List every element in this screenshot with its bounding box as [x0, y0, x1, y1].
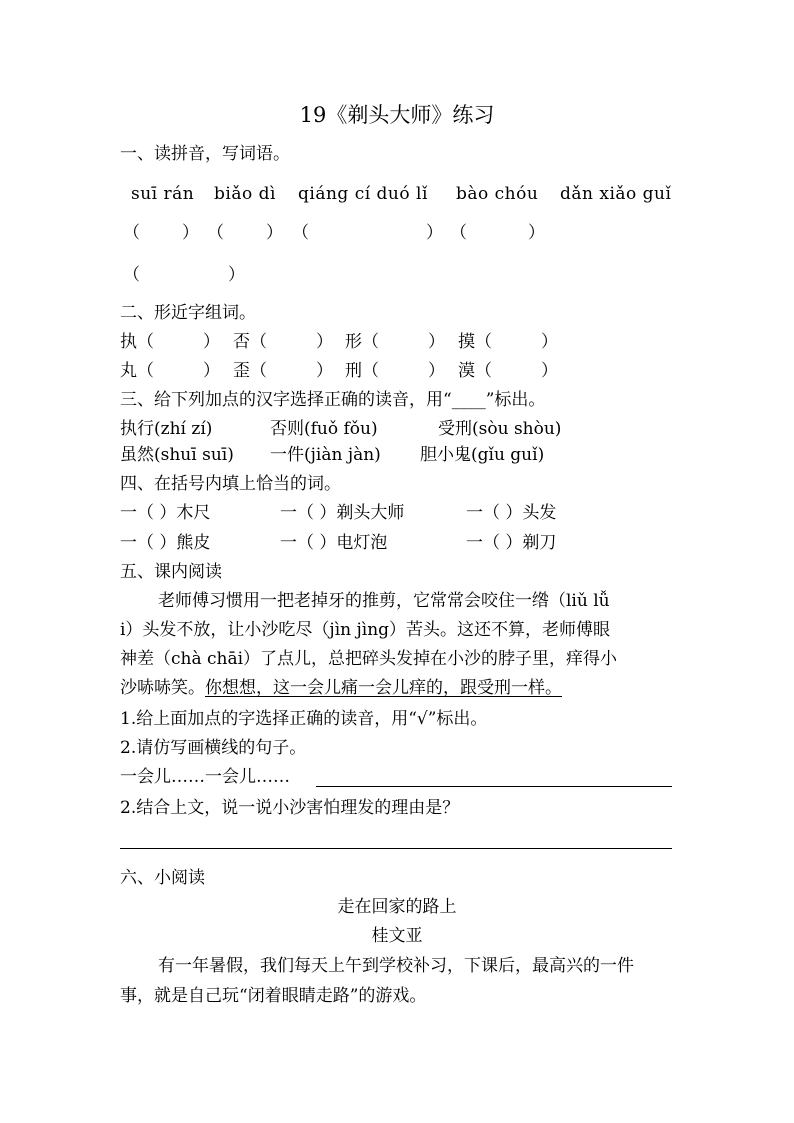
char-group-1-close: ）	[203, 332, 220, 352]
char-group-1: 丸（	[120, 361, 154, 381]
char-group-4-close: ）	[541, 332, 558, 352]
measure-word-item: 一（ ）剃头大师	[280, 503, 405, 523]
measure-word-item: 一（ ）电灯泡	[280, 533, 388, 553]
pinyin-1: suī rán	[131, 184, 195, 204]
char-group-2-close: ）	[316, 332, 333, 352]
question-2-prompt: 一会儿……一会儿……	[120, 767, 290, 787]
answer-bracket-close: ）	[228, 265, 245, 285]
passage-text: 沙哧哧笑。	[120, 678, 205, 698]
passage-line: 神差（chà chāi）了点儿，总把碎头发掉在小沙的脖子里，痒得小	[120, 649, 618, 669]
char-group-3-close: ）	[428, 361, 445, 381]
answer-bracket-open: （	[123, 223, 140, 243]
answer-line[interactable]	[120, 848, 672, 849]
section-2-heading: 二、形近字组词。	[120, 303, 256, 323]
section-3-heading-end: ”标出。	[485, 390, 546, 410]
section-6-heading: 六、小阅读	[120, 868, 205, 888]
page-title: 19《剃头大师》练习	[299, 103, 495, 127]
char-group-2: 否（	[233, 332, 267, 352]
story-author: 桂文亚	[371, 926, 423, 946]
pinyin-3: qiáng cí duó lǐ	[298, 184, 428, 204]
section-1-heading: 一、读拼音，写词语。	[120, 144, 290, 164]
underlined-sentence: 你想想，这一会儿痛一会儿痒的，跟受刑一样。	[205, 678, 562, 698]
measure-word-item: 一（ ）剃刀	[466, 533, 557, 553]
section-4-heading: 四、在括号内填上恰当的词。	[120, 474, 341, 494]
char-group-4: 摸（	[458, 332, 492, 352]
question-3: 2.结合上文，说一说小沙害怕理发的理由是？	[120, 798, 460, 818]
pinyin-5: dǎn xiǎo guǐ	[560, 184, 672, 204]
story-title: 走在回家的路上	[337, 897, 457, 917]
char-group-3: 刑（	[345, 361, 379, 381]
reading-choice: 执行(zhí zí)	[120, 419, 213, 439]
char-group-1-close: ）	[203, 361, 220, 381]
question-2: 2.请仿写画横线的句子。	[120, 738, 307, 758]
answer-bracket-close: ）	[266, 223, 283, 243]
measure-word-item: 一（ ）熊皮	[120, 533, 211, 553]
char-group-1: 执（	[120, 332, 154, 352]
section-3-heading-blank: ____	[451, 390, 486, 410]
story-line: 事，就是自己玩“闭着眼睛走路”的游戏。	[120, 986, 427, 1006]
char-group-2: 歪（	[233, 361, 267, 381]
answer-bracket-close: ）	[528, 223, 545, 243]
measure-word-item: 一（ ）木尺	[120, 503, 211, 523]
pinyin-2: biǎo dì	[214, 184, 276, 204]
passage-line: 老师傅习惯用一把老掉牙的推剪，它常常会咬住一绺（liǔ lǚ	[158, 591, 610, 611]
pinyin-4: bào chóu	[456, 184, 539, 204]
char-group-4-close: ）	[541, 361, 558, 381]
answer-line[interactable]	[316, 786, 672, 787]
char-group-3-close: ）	[428, 332, 445, 352]
answer-bracket-open: （	[450, 223, 467, 243]
reading-choice: 胆小鬼(gǐu guǐ)	[420, 445, 545, 465]
reading-choice: 否则(fuǒ fǒu)	[270, 419, 378, 439]
answer-bracket-close: ）	[182, 223, 199, 243]
char-group-4: 漠（	[458, 361, 492, 381]
story-line: 有一年暑假，我们每天上午到学校补习，下课后，最高兴的一件	[158, 956, 634, 976]
section-3-heading	[120, 389, 545, 411]
section-3-heading-text: 三、给下列加点的汉字选择正确的读音，用“	[120, 390, 452, 410]
char-group-3: 形（	[345, 332, 379, 352]
measure-word-item: 一（ ）头发	[466, 503, 557, 523]
passage-line: i）头发不放，让小沙吃尽（jìn jìng）苦头。这还不算，老师傅眼	[120, 620, 611, 640]
answer-bracket-close: ）	[426, 223, 443, 243]
answer-bracket-open: （	[292, 223, 309, 243]
char-group-2-close: ）	[316, 361, 333, 381]
reading-choice: 一件(jiàn jàn)	[270, 445, 381, 465]
answer-bracket-open: （	[207, 223, 224, 243]
answer-bracket-open: （	[123, 265, 140, 285]
reading-choice: 受刑(sòu shòu)	[438, 419, 562, 439]
reading-choice: 虽然(shuī suī)	[120, 445, 234, 465]
section-5-heading: 五、课内阅读	[120, 562, 222, 582]
question-1: 1.给上面加点的字选择正确的读音，用“√”标出。	[120, 709, 488, 729]
passage-line	[120, 677, 562, 699]
